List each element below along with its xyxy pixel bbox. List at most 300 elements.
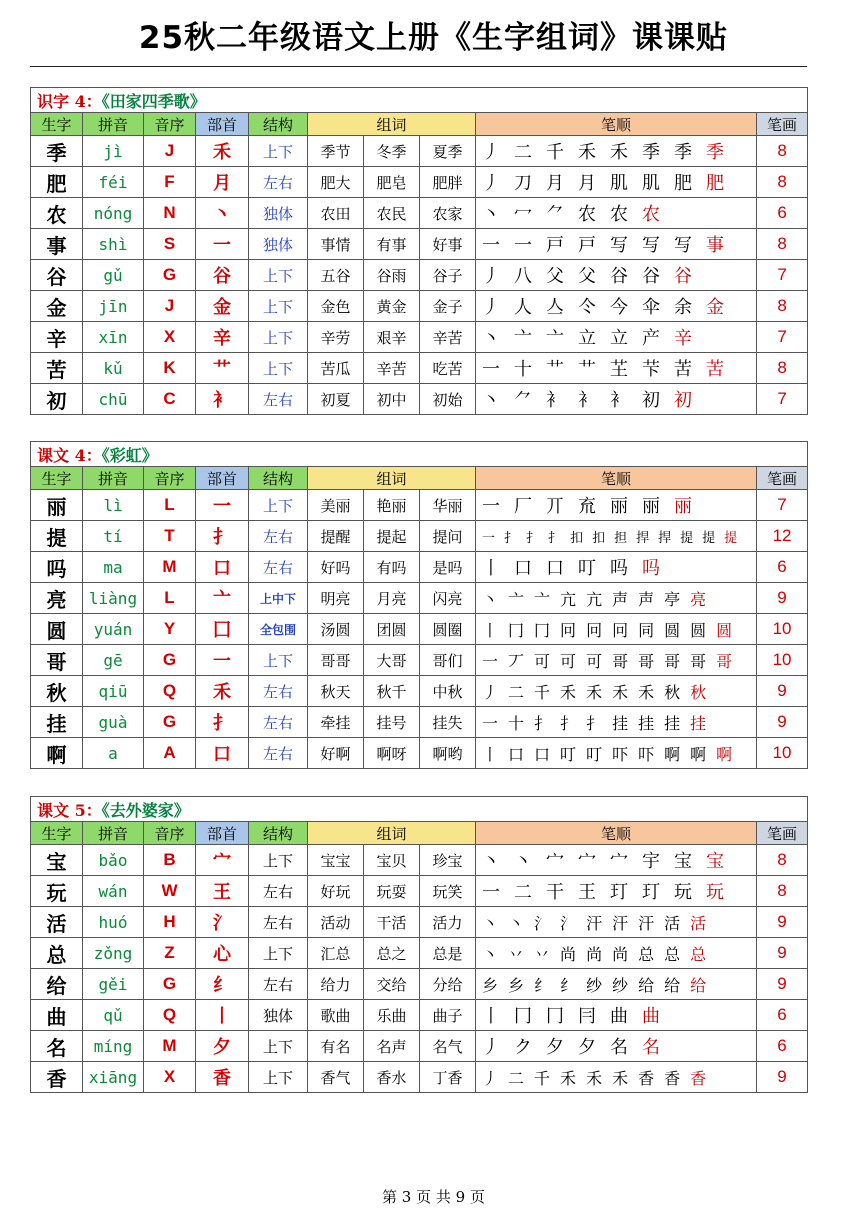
word-cell: 好啊 [308,738,364,769]
stroke-step: 丿 [482,266,500,287]
stroke-step: 衤 [610,390,628,411]
word-cell: 秋天 [308,676,364,707]
stroke-step: 挂 [690,713,707,733]
order-cell: G [144,969,196,1000]
structure-cell: 左右 [249,707,308,738]
header-count: 笔画 [757,822,808,845]
word-cell: 黄金 [364,291,420,322]
header-radical: 部首 [196,822,249,845]
stroke-step: 尚 [586,944,603,964]
stroke-order-cell [476,521,757,552]
stroke-step: 禾 [578,142,596,163]
stroke-step: 季 [674,142,692,163]
pinyin-cell: qiū [83,676,144,707]
word-cell: 分给 [420,969,476,1000]
stroke-step: 父 [546,266,564,287]
stroke-step: 丶 [482,204,500,225]
stroke-step: 叮 [586,744,603,764]
table-row [31,552,808,583]
word-cell: 谷子 [420,260,476,291]
stroke-step: 圆 [690,620,707,640]
stroke-step: 仒 [578,297,596,318]
stroke-step: 事 [706,235,724,256]
radical-cell: 辛 [196,322,249,353]
stroke-step: 一 [482,651,499,671]
stroke-step: ク [514,1037,532,1058]
structure-cell: 左右 [249,876,308,907]
pinyin-cell: jīn [83,291,144,322]
header-pinyin: 拼音 [83,113,144,136]
stroke-step: 活 [690,913,707,933]
table-row [31,521,808,552]
stroke-step: 尚 [612,944,629,964]
stroke-order-cell [476,1031,757,1062]
stroke-step: 叮 [578,558,596,579]
stroke-step: 丨 [482,1006,500,1027]
structure-cell: 左右 [249,738,308,769]
order-cell: N [144,198,196,229]
stroke-step: 提 [702,530,716,546]
stroke-step: 扣 [570,530,584,546]
stroke-step: 扌 [534,713,551,733]
header-pinyin: 拼音 [83,822,144,845]
pinyin-cell: jì [83,136,144,167]
stroke-step: 给 [638,975,655,995]
character-cell: 给 [31,969,83,1000]
header-words: 组词 [308,113,476,136]
character-cell: 啊 [31,738,83,769]
table-row [31,938,808,969]
structure-cell: 左右 [249,676,308,707]
stroke-step: 哥 [690,651,707,671]
character-cell: 宝 [31,845,83,876]
pinyin-cell: chū [83,384,144,415]
section-header [31,442,808,467]
stroke-step: 禾 [612,682,629,702]
stroke-step: 玎 [610,882,628,903]
stroke-step: 千 [534,1068,551,1088]
stroke-step: 扌 [548,530,562,546]
stroke-step: 冋 [560,620,577,640]
word-cell: 五谷 [308,260,364,291]
stroke-step: 谷 [610,266,628,287]
radical-cell: 王 [196,876,249,907]
stroke-step: 二 [508,682,525,702]
stroke-step: 捍 [636,530,650,546]
stroke-step: 余 [674,297,692,318]
radical-cell: 丨 [196,1000,249,1031]
stroke-step: 吗 [610,558,628,579]
stroke-step: 一 [482,713,499,733]
stroke-order-cell [476,384,757,415]
stroke-order-cell [476,490,757,521]
stroke-step: 肌 [610,173,628,194]
word-cell: 总是 [420,938,476,969]
stroke-step: 提 [680,530,694,546]
section-1 [30,441,807,769]
stroke-step: 扌 [504,530,518,546]
pinyin-cell: míng [83,1031,144,1062]
structure-cell: 上下 [249,1062,308,1093]
word-cell: 秋千 [364,676,420,707]
stroke-step: 丨 [482,744,499,764]
stroke-step: 谷 [642,266,660,287]
character-cell: 金 [31,291,83,322]
structure-cell: 左右 [249,167,308,198]
header-radical: 部首 [196,467,249,490]
character-cell: 香 [31,1062,83,1093]
word-cell: 香气 [308,1062,364,1093]
section-title: 《田家四季歌》 [101,91,206,111]
pinyin-cell: liàng [83,583,144,614]
stroke-step: 哥 [638,651,655,671]
order-cell: C [144,384,196,415]
pinyin-cell: féi [83,167,144,198]
stroke-step: 丨 [482,558,500,579]
stroke-step: 亠 [508,589,525,609]
header-char: 生字 [31,822,83,845]
stroke-step: 哥 [716,651,733,671]
table-row [31,490,808,521]
table-row [31,136,808,167]
stroke-step: 总 [664,944,681,964]
stroke-step: 宀 [546,851,564,872]
stroke-count-cell: 7 [757,384,808,415]
pinyin-cell: nóng [83,198,144,229]
stroke-step: 禾 [610,142,628,163]
word-cell: 哥哥 [308,645,364,676]
stroke-step: 丶 [482,913,499,933]
word-cell: 冬季 [364,136,420,167]
stroke-count-cell: 7 [757,490,808,521]
header-words: 组词 [308,822,476,845]
stroke-step: 香 [690,1068,707,1088]
stroke-order-cell [476,907,757,938]
stroke-step: 玎 [642,882,660,903]
stroke-count-cell: 9 [757,676,808,707]
stroke-step: 产 [642,328,660,349]
stroke-step: 丷 [534,944,551,964]
character-cell: 亮 [31,583,83,614]
word-cell: 肥皂 [364,167,420,198]
stroke-step: 宀 [610,851,628,872]
stroke-step: 今 [610,297,628,318]
header-count: 笔画 [757,467,808,490]
table-row [31,1062,808,1093]
word-cell: 提醒 [308,521,364,552]
stroke-count-cell: 8 [757,291,808,322]
table-row [31,969,808,1000]
stroke-step: ⼆ [514,142,532,163]
stroke-step: 禾 [560,1068,577,1088]
section-2 [30,796,807,1093]
table-row [31,167,808,198]
stroke-step: 口 [546,558,564,579]
character-cell: 肥 [31,167,83,198]
stroke-step: 夕 [578,1037,596,1058]
order-cell: X [144,322,196,353]
stroke-step: 肥 [674,173,692,194]
character-cell: 事 [31,229,83,260]
stroke-step: 叮 [560,744,577,764]
stroke-step: 声 [638,589,655,609]
word-cell: 大哥 [364,645,420,676]
stroke-step: 丌 [546,496,564,517]
stroke-count-cell: 8 [757,167,808,198]
order-cell: G [144,645,196,676]
stroke-step: 艹 [546,359,564,380]
word-cell: 乐曲 [364,1000,420,1031]
structure-cell: 左右 [249,907,308,938]
word-cell: 歌曲 [308,1000,364,1031]
stroke-step: 纱 [586,975,603,995]
table-row [31,1031,808,1062]
order-cell: L [144,490,196,521]
stroke-count-cell: 9 [757,969,808,1000]
character-cell: 活 [31,907,83,938]
structure-cell: 上下 [249,490,308,521]
stroke-step: 香 [664,1068,681,1088]
stroke-order-cell [476,645,757,676]
character-cell: 吗 [31,552,83,583]
stroke-step: 汗 [638,913,655,933]
stroke-step: 香 [638,1068,655,1088]
stroke-step: ⼀ [514,235,532,256]
stroke-step: 口 [514,558,532,579]
word-cell: 苦瓜 [308,353,364,384]
stroke-step: 活 [664,913,681,933]
stroke-order-cell [476,1062,757,1093]
stroke-step: 名 [642,1037,660,1058]
radical-cell: 丶 [196,198,249,229]
table-row [31,322,808,353]
stroke-step: 写 [610,235,628,256]
table-row [31,876,808,907]
radical-cell: 心 [196,938,249,969]
header-words: 组词 [308,467,476,490]
structure-cell: 上中下 [249,583,308,614]
stroke-step: 冋 [586,620,603,640]
stroke-step: 尚 [560,944,577,964]
word-cell: 好事 [420,229,476,260]
stroke-step: 肌 [642,173,660,194]
stroke-step: 冂 [514,1006,532,1027]
word-cell: 初中 [364,384,420,415]
stroke-step: 辛 [674,328,692,349]
stroke-count-cell: 9 [757,938,808,969]
stroke-step: 一 [482,496,500,517]
stroke-step: 干 [546,882,564,903]
stroke-step: 肥 [706,173,724,194]
character-cell: 挂 [31,707,83,738]
stroke-step: 丿 [482,142,500,163]
stroke-step: 汗 [586,913,603,933]
stroke-step: 父 [578,266,596,287]
stroke-step: 亠 [514,328,532,349]
order-cell: T [144,521,196,552]
stroke-step: 挂 [638,713,655,733]
character-cell: 谷 [31,260,83,291]
structure-cell: 上下 [249,1031,308,1062]
pinyin-cell: wán [83,876,144,907]
structure-cell: 独体 [249,198,308,229]
word-cell: 华丽 [420,490,476,521]
order-cell: W [144,876,196,907]
word-cell: 农田 [308,198,364,229]
table-row [31,384,808,415]
table-row [31,707,808,738]
table-row [31,907,808,938]
table-row [31,260,808,291]
stroke-order-cell [476,738,757,769]
character-cell: 哥 [31,645,83,676]
radical-cell: 衤 [196,384,249,415]
stroke-step: 一 [482,359,500,380]
stroke-step: 厂 [514,496,532,517]
stroke-step: 扌 [526,530,540,546]
stroke-step: 㐬 [578,496,596,517]
stroke-count-cell: 9 [757,707,808,738]
order-cell: Z [144,938,196,969]
word-cell: 季节 [308,136,364,167]
order-cell: M [144,1031,196,1062]
stroke-step: ⺈ [546,204,564,225]
stroke-order-cell [476,322,757,353]
stroke-step: 冖 [514,204,532,225]
stroke-step: 声 [612,589,629,609]
word-cell: 好吗 [308,552,364,583]
pinyin-cell: gē [83,645,144,676]
section-title: 《彩虹》 [101,445,158,465]
radical-cell: 亠 [196,583,249,614]
stroke-step: 挂 [612,713,629,733]
radical-cell: 宀 [196,845,249,876]
header-order: 音序 [144,113,196,136]
stroke-step: 宀 [578,851,596,872]
word-cell: 肥胖 [420,167,476,198]
word-cell: 有名 [308,1031,364,1062]
pinyin-cell: a [83,738,144,769]
word-cell: 谷雨 [364,260,420,291]
pinyin-cell: shì [83,229,144,260]
word-cell: 名声 [364,1031,420,1062]
word-cell: 是吗 [420,552,476,583]
stroke-step: 哥 [612,651,629,671]
stroke-count-cell: 10 [757,645,808,676]
order-cell: A [144,738,196,769]
stroke-step: 宝 [706,851,724,872]
structure-cell: 上下 [249,322,308,353]
word-cell: 提问 [420,521,476,552]
stroke-step: 啊 [690,744,707,764]
header-structure: 结构 [249,822,308,845]
word-cell: 曲子 [420,1000,476,1031]
stroke-step: 丶 [482,589,499,609]
stroke-order-cell [476,583,757,614]
stroke-step: 汗 [612,913,629,933]
stroke-step: 冂 [508,620,525,640]
stroke-step: 丽 [610,496,628,517]
word-cell: 汇总 [308,938,364,969]
stroke-step: 丶 [482,851,500,872]
stroke-step: 丷 [508,944,525,964]
pinyin-cell: guà [83,707,144,738]
section-header [31,88,808,113]
word-cell: 辛苦 [364,353,420,384]
stroke-count-cell: 6 [757,1000,808,1031]
stroke-step: 禾 [560,682,577,702]
stroke-step: 吗 [642,558,660,579]
section-title: 《去外婆家》 [101,800,190,820]
table-row [31,676,808,707]
word-cell: 吃苦 [420,353,476,384]
stroke-step: 捍 [658,530,672,546]
page-title: 25秋二年级语文上册《生字组词》课课贴 [138,20,729,56]
stroke-step: 曲 [642,1006,660,1027]
structure-cell: 上下 [249,645,308,676]
word-cell: 提起 [364,521,420,552]
stroke-step: 初 [642,390,660,411]
stroke-step: 丿 [482,297,500,318]
character-cell: 季 [31,136,83,167]
stroke-step: 苦 [674,359,692,380]
stroke-step: 亠 [546,328,564,349]
character-cell: 农 [31,198,83,229]
stroke-step: 千 [546,142,564,163]
stroke-step: 冋 [612,620,629,640]
pinyin-cell: gǔ [83,260,144,291]
radical-cell: 月 [196,167,249,198]
radical-cell: 口 [196,552,249,583]
table-row [31,1000,808,1031]
stroke-order-cell [476,198,757,229]
radical-cell: 禾 [196,676,249,707]
column-headers [31,113,808,136]
stroke-order-cell [476,676,757,707]
stroke-step: 刀 [514,173,532,194]
header-char: 生字 [31,467,83,490]
table-row [31,645,808,676]
stroke-step: 丿 [482,682,499,702]
stroke-order-cell [476,707,757,738]
character-cell: 玩 [31,876,83,907]
stroke-step: 一 [482,882,500,903]
stroke-step: 季 [706,142,724,163]
stroke-step: 给 [690,975,707,995]
radical-cell: 艹 [196,353,249,384]
stroke-step: 丶 [508,913,525,933]
radical-cell: 香 [196,1062,249,1093]
header-pinyin: 拼音 [83,467,144,490]
word-cell: 圆圈 [420,614,476,645]
stroke-count-cell: 10 [757,738,808,769]
word-cell: 有事 [364,229,420,260]
stroke-step: 农 [642,204,660,225]
word-cell: 艳丽 [364,490,420,521]
word-cell: 辛劳 [308,322,364,353]
stroke-step: 十 [508,713,525,733]
order-cell: Y [144,614,196,645]
header-structure: 结构 [249,113,308,136]
stroke-step: 衤 [578,390,596,411]
character-cell: 曲 [31,1000,83,1031]
word-cell: 好玩 [308,876,364,907]
stroke-step: 乡 [482,975,499,995]
stroke-step: 圆 [664,620,681,640]
stroke-order-cell [476,260,757,291]
word-cell: 丁香 [420,1062,476,1093]
table-row [31,229,808,260]
